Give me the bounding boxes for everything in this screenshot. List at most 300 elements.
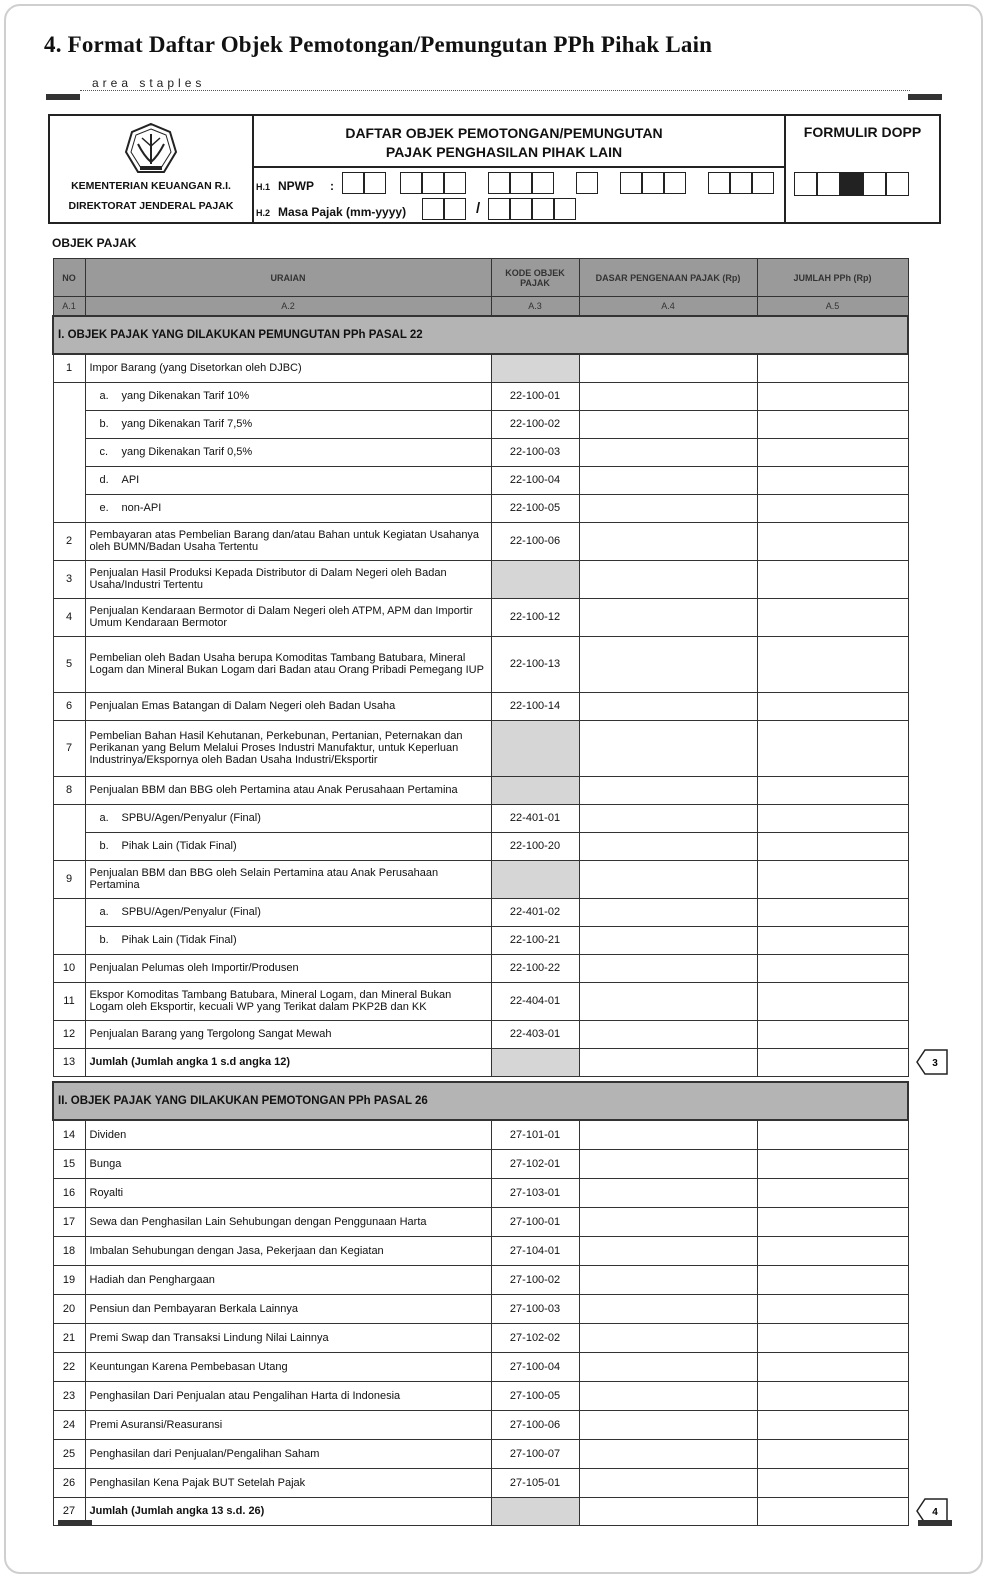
table-row	[53, 1178, 908, 1207]
sub-item-text: SPBU/Agen/Penyalur (Final)	[121, 812, 261, 824]
jumlah-pph-field[interactable]	[757, 560, 908, 598]
form-code: FORMULIR DOPP	[803, 124, 922, 140]
dasar-pengenaan-field[interactable]	[579, 410, 757, 438]
row-description: Sewa dan Penghasilan Lain Sehubungan dengan Penggunaan Harta	[85, 1207, 491, 1236]
row-number: 25	[53, 1439, 85, 1468]
dasar-pengenaan-field[interactable]	[579, 1352, 757, 1381]
row-description	[85, 926, 491, 954]
svg-text:3: 3	[932, 1058, 938, 1069]
kode-objek-pajak: 22-100-03	[491, 438, 579, 466]
kode-objek-pajak: 27-101-01	[491, 1120, 579, 1149]
row-description: Penghasilan Dari Penjualan atau Pengalihan Harta di Indonesia	[85, 1381, 491, 1410]
row-description: Pembelian oleh Badan Usaha berupa Komoditas Tambang Batubara, Mineral Logam dan Mineral Bukan Logam dari Badan atau Orang Pribadi Pemegang IUP	[85, 636, 491, 692]
row-number: 5	[53, 636, 85, 692]
registration-mark	[908, 94, 942, 100]
svg-text:4: 4	[932, 1507, 938, 1518]
row-number: 24	[53, 1410, 85, 1439]
sub-item-letter: a.	[99, 906, 109, 918]
table-row	[53, 598, 908, 636]
jumlah-pph-field[interactable]	[757, 354, 908, 382]
table-row	[53, 1439, 908, 1468]
row-description: Penjualan BBM dan BBG oleh Selain Pertamina atau Anak Perusahaan Pertamina	[85, 860, 491, 898]
dopp-page-box	[817, 172, 840, 196]
jumlah-pph-field[interactable]	[757, 598, 908, 636]
dasar-pengenaan-field[interactable]	[579, 1020, 757, 1048]
kode-objek-pajak	[491, 776, 579, 804]
table-row	[53, 1149, 908, 1178]
dasar-pengenaan-field[interactable]	[579, 954, 757, 982]
row-number	[53, 898, 85, 926]
jumlah-pph-field[interactable]	[757, 1294, 908, 1323]
jumlah-pph-field[interactable]	[757, 1207, 908, 1236]
jumlah-pph-field[interactable]	[757, 804, 908, 832]
masa-year-box-2[interactable]	[510, 198, 532, 220]
row-number	[53, 438, 85, 466]
kode-objek-pajak: 22-403-01	[491, 1020, 579, 1048]
kode-objek-pajak: 22-100-13	[491, 636, 579, 692]
jumlah-pph-field[interactable]	[757, 1439, 908, 1468]
row-description: Penjualan BBM dan BBG oleh Pertamina atau Anak Perusahaan Pertamina	[85, 776, 491, 804]
sub-item-letter: b.	[99, 840, 109, 852]
row-number: 20	[53, 1294, 85, 1323]
table-row	[53, 1120, 908, 1149]
row-description: Dividen	[85, 1120, 491, 1149]
table-row	[53, 982, 908, 1020]
row-description: Jumlah (Jumlah angka 1 s.d angka 12)	[85, 1048, 491, 1076]
row-number: 7	[53, 720, 85, 776]
sub-item-text: yang Dikenakan Tarif 0,5%	[121, 446, 253, 458]
section-header-row	[53, 316, 908, 354]
npwp-digit-box[interactable]	[422, 172, 444, 194]
row-number: 14	[53, 1120, 85, 1149]
dasar-pengenaan-field[interactable]	[579, 466, 757, 494]
masa-year-box-1[interactable]	[488, 198, 510, 220]
jumlah-pph-field[interactable]	[757, 1149, 908, 1178]
table-row	[53, 494, 908, 522]
jumlah-pph-field[interactable]	[757, 1497, 908, 1525]
sub-item-letter: b.	[99, 418, 109, 430]
dasar-pengenaan-field[interactable]	[579, 898, 757, 926]
dasar-pengenaan-field[interactable]	[579, 804, 757, 832]
npwp-label: NPWP	[278, 179, 314, 193]
pointer-marker-3	[916, 1049, 948, 1075]
masa-month-box-2[interactable]	[444, 198, 466, 220]
row-number: 3	[53, 560, 85, 598]
table-row	[53, 560, 908, 598]
jumlah-pph-field[interactable]	[757, 720, 908, 776]
sub-item-text: Pihak Lain (Tidak Final)	[121, 934, 237, 946]
row-number	[53, 382, 85, 410]
table-row	[53, 692, 908, 720]
form-header	[48, 114, 941, 224]
row-number: 9	[53, 860, 85, 898]
npwp-digit-box[interactable]	[400, 172, 422, 194]
kode-objek-pajak	[491, 1497, 579, 1525]
npwp-digit-box[interactable]	[664, 172, 686, 194]
row-description: Royalti	[85, 1178, 491, 1207]
kode-objek-pajak	[491, 860, 579, 898]
row-description: Imbalan Sehubungan dengan Jasa, Pekerjaan dan Kegiatan	[85, 1236, 491, 1265]
sub-item-text: non-API	[121, 502, 162, 514]
dasar-pengenaan-field[interactable]	[579, 382, 757, 410]
h2-number: H.2	[256, 208, 271, 218]
kode-objek-pajak: 22-401-01	[491, 804, 579, 832]
kode-objek-pajak: 22-404-01	[491, 982, 579, 1020]
row-description	[85, 438, 491, 466]
row-description: Penghasilan dari Penjualan/Pengalihan Saham	[85, 1439, 491, 1468]
row-number: 2	[53, 522, 85, 560]
row-number	[53, 410, 85, 438]
table-row	[53, 1352, 908, 1381]
row-number: 15	[53, 1149, 85, 1178]
col-header-dasar: DASAR PENGENAAN PAJAK (Rp)	[579, 259, 757, 297]
row-number: 10	[53, 954, 85, 982]
kode-objek-pajak: 22-100-21	[491, 926, 579, 954]
dasar-pengenaan-field[interactable]	[579, 1294, 757, 1323]
col-header-kode: KODE OBJEK PAJAK	[491, 259, 579, 297]
col-code: A.1	[53, 297, 85, 317]
sub-item-letter: d.	[99, 474, 109, 486]
kode-objek-pajak: 22-100-01	[491, 382, 579, 410]
jumlah-pph-field[interactable]	[757, 832, 908, 860]
row-number: 11	[53, 982, 85, 1020]
table-row	[53, 1294, 908, 1323]
kode-objek-pajak: 27-100-07	[491, 1439, 579, 1468]
dasar-pengenaan-field[interactable]	[579, 1048, 757, 1076]
registration-mark	[918, 1520, 952, 1526]
masa-year-box-4[interactable]	[554, 198, 576, 220]
staples-label: area staples	[92, 76, 206, 90]
table-row	[53, 720, 908, 776]
col-code: A.2	[85, 297, 491, 317]
row-description: Premi Swap dan Transaksi Lindung Nilai Lainnya	[85, 1323, 491, 1352]
dasar-pengenaan-field[interactable]	[579, 1439, 757, 1468]
kode-objek-pajak: 27-100-04	[491, 1352, 579, 1381]
dasar-pengenaan-field[interactable]	[579, 438, 757, 466]
sub-item-text: yang Dikenakan Tarif 10%	[121, 390, 250, 402]
objek-pajak-table	[52, 258, 909, 1526]
row-description: Penjualan Kendaraan Bermotor di Dalam Negeri oleh ATPM, APM dan Importir Umum Kendaraan Bermotor	[85, 598, 491, 636]
jumlah-pph-field[interactable]	[757, 1352, 908, 1381]
npwp-digit-box[interactable]	[752, 172, 774, 194]
jumlah-pph-field[interactable]	[757, 410, 908, 438]
dasar-pengenaan-field[interactable]	[579, 692, 757, 720]
kode-objek-pajak: 22-100-02	[491, 410, 579, 438]
sub-item-text: yang Dikenakan Tarif 7,5%	[121, 418, 253, 430]
row-number: 17	[53, 1207, 85, 1236]
jumlah-pph-field[interactable]	[757, 522, 908, 560]
jumlah-pph-field[interactable]	[757, 1236, 908, 1265]
row-number	[53, 926, 85, 954]
dopp-page-box	[840, 172, 863, 196]
dasar-pengenaan-field[interactable]	[579, 1323, 757, 1352]
table-row	[53, 954, 908, 982]
jumlah-pph-field[interactable]	[757, 1265, 908, 1294]
kode-objek-pajak: 22-100-06	[491, 522, 579, 560]
dasar-pengenaan-field[interactable]	[579, 720, 757, 776]
kode-objek-pajak	[491, 720, 579, 776]
jumlah-pph-field[interactable]	[757, 466, 908, 494]
row-description: Premi Asuransi/Reasuransi	[85, 1410, 491, 1439]
ministry-emblem-icon	[120, 122, 182, 178]
row-description: Penjualan Barang yang Tergolong Sangat Mewah	[85, 1020, 491, 1048]
dasar-pengenaan-field[interactable]	[579, 1381, 757, 1410]
row-number	[53, 804, 85, 832]
table-row	[53, 1323, 908, 1352]
masa-slash: /	[476, 200, 481, 217]
row-number: 16	[53, 1178, 85, 1207]
kode-objek-pajak: 27-100-01	[491, 1207, 579, 1236]
kode-objek-pajak	[491, 560, 579, 598]
dopp-page-box	[863, 172, 886, 196]
row-number	[53, 832, 85, 860]
section-title: II. OBJEK PAJAK YANG DILAKUKAN PEMOTONGAN PPh PASAL 26	[53, 1082, 908, 1120]
kode-objek-pajak: 27-105-01	[491, 1468, 579, 1497]
kode-objek-pajak: 27-103-01	[491, 1178, 579, 1207]
sub-item-text: SPBU/Agen/Penyalur (Final)	[121, 906, 261, 918]
form-title: DAFTAR OBJEK PEMOTONGAN/PEMUNGUTAN PAJAK PENGHASILAN PIHAK LAIN	[345, 125, 663, 160]
row-number: 18	[53, 1236, 85, 1265]
row-description: Penjualan Hasil Produksi Kepada Distributor di Dalam Negeri oleh Badan Usaha/Industri Tertentu	[85, 560, 491, 598]
kode-objek-pajak: 22-100-05	[491, 494, 579, 522]
row-number: 22	[53, 1352, 85, 1381]
jumlah-pph-field[interactable]	[757, 1048, 908, 1076]
dasar-pengenaan-field[interactable]	[579, 776, 757, 804]
jumlah-pph-field[interactable]	[757, 954, 908, 982]
dasar-pengenaan-field[interactable]	[579, 1236, 757, 1265]
npwp-digit-box[interactable]	[444, 172, 466, 194]
jumlah-pph-field[interactable]	[757, 1410, 908, 1439]
table-row	[53, 410, 908, 438]
dasar-pengenaan-field[interactable]	[579, 636, 757, 692]
kode-objek-pajak: 27-100-03	[491, 1294, 579, 1323]
section-header-row	[53, 1082, 908, 1120]
col-code: A.3	[491, 297, 579, 317]
jumlah-pph-field[interactable]	[757, 382, 908, 410]
kode-objek-pajak: 27-100-02	[491, 1265, 579, 1294]
jumlah-pph-field[interactable]	[757, 1381, 908, 1410]
jumlah-pph-field[interactable]	[757, 776, 908, 804]
jumlah-pph-field[interactable]	[757, 1120, 908, 1149]
jumlah-pph-field[interactable]	[757, 636, 908, 692]
jumlah-pph-field[interactable]	[757, 1468, 908, 1497]
npwp-colon: :	[330, 179, 334, 193]
kode-objek-pajak: 22-100-20	[491, 832, 579, 860]
directorate-name: DIREKTORAT JENDERAL PAJAK	[68, 200, 234, 212]
dasar-pengenaan-field[interactable]	[579, 494, 757, 522]
dasar-pengenaan-field[interactable]	[579, 1497, 757, 1525]
jumlah-pph-field[interactable]	[757, 982, 908, 1020]
dopp-page-box	[886, 172, 909, 196]
jumlah-pph-field[interactable]	[757, 438, 908, 466]
dasar-pengenaan-field[interactable]	[579, 1207, 757, 1236]
kode-objek-pajak: 27-100-06	[491, 1410, 579, 1439]
table-row	[53, 1236, 908, 1265]
npwp-digit-box[interactable]	[364, 172, 386, 194]
row-number: 19	[53, 1265, 85, 1294]
agency-cell	[50, 116, 254, 222]
masa-pajak-label: Masa Pajak (mm-yyyy)	[278, 205, 407, 219]
table-row	[53, 898, 908, 926]
masa-year-box-3[interactable]	[532, 198, 554, 220]
row-number: 26	[53, 1468, 85, 1497]
row-description: Pembelian Bahan Hasil Kehutanan, Perkebunan, Pertanian, Peternakan dan Perikanan yang Belum Melalui Proses Industri Manufaktur, untuk Keperluan Industrinya/Ekspornya oleh Badan Usaha Industri/Eksportir	[85, 720, 491, 776]
npwp-digit-box[interactable]	[510, 172, 532, 194]
dasar-pengenaan-field[interactable]	[579, 1468, 757, 1497]
row-description	[85, 898, 491, 926]
sub-item-text: Pihak Lain (Tidak Final)	[121, 840, 237, 852]
row-description: Keuntungan Karena Pembebasan Utang	[85, 1352, 491, 1381]
ministry-name: KEMENTERIAN KEUANGAN R.I.	[71, 180, 231, 192]
jumlah-pph-field[interactable]	[757, 1020, 908, 1048]
jumlah-pph-field[interactable]	[757, 692, 908, 720]
table-row	[53, 1207, 908, 1236]
row-number	[53, 466, 85, 494]
dasar-pengenaan-field[interactable]	[579, 1410, 757, 1439]
row-description	[85, 466, 491, 494]
page-title: 4. Format Daftar Objek Pemotongan/Pemungutan PPh Pihak Lain	[44, 32, 713, 57]
kode-objek-pajak: 22-100-22	[491, 954, 579, 982]
sub-item-letter: a.	[99, 812, 109, 824]
npwp-digit-box[interactable]	[708, 172, 730, 194]
table-row	[53, 1265, 908, 1294]
npwp-digit-box[interactable]	[488, 172, 510, 194]
row-description: Jumlah (Jumlah angka 13 s.d. 26)	[85, 1497, 491, 1525]
npwp-digit-box[interactable]	[342, 172, 364, 194]
sub-item-letter: e.	[99, 502, 109, 514]
row-number: 6	[53, 692, 85, 720]
table-row	[53, 804, 908, 832]
row-description: Penjualan Pelumas oleh Importir/Produsen	[85, 954, 491, 982]
row-description: Penghasilan Kena Pajak BUT Setelah Pajak	[85, 1468, 491, 1497]
table-code-row	[53, 297, 908, 317]
row-description: Impor Barang (yang Disetorkan oleh DJBC)	[85, 354, 491, 382]
table-row	[53, 1048, 908, 1076]
row-number: 1	[53, 354, 85, 382]
jumlah-pph-field[interactable]	[757, 1323, 908, 1352]
row-number: 27	[53, 1497, 85, 1525]
row-number	[53, 494, 85, 522]
table-row	[53, 438, 908, 466]
dasar-pengenaan-field[interactable]	[579, 832, 757, 860]
kode-objek-pajak: 27-100-05	[491, 1381, 579, 1410]
col-code: A.5	[757, 297, 908, 317]
dasar-pengenaan-field[interactable]	[579, 1120, 757, 1149]
section-title: I. OBJEK PAJAK YANG DILAKUKAN PEMUNGUTAN PPh PASAL 22	[53, 316, 908, 354]
form-info-cell	[254, 116, 786, 222]
registration-mark	[46, 94, 80, 100]
kode-objek-pajak: 22-100-12	[491, 598, 579, 636]
dasar-pengenaan-field[interactable]	[579, 522, 757, 560]
dasar-pengenaan-field[interactable]	[579, 1149, 757, 1178]
row-description: Penjualan Emas Batangan di Dalam Negeri oleh Badan Usaha	[85, 692, 491, 720]
row-description: Bunga	[85, 1149, 491, 1178]
row-number: 23	[53, 1381, 85, 1410]
row-description	[85, 804, 491, 832]
kode-objek-pajak	[491, 1048, 579, 1076]
masa-month-box-1[interactable]	[422, 198, 444, 220]
jumlah-pph-field[interactable]	[757, 926, 908, 954]
dasar-pengenaan-field[interactable]	[579, 926, 757, 954]
dasar-pengenaan-field[interactable]	[579, 982, 757, 1020]
table-row	[53, 1020, 908, 1048]
table-row	[53, 860, 908, 898]
col-header-no: NO	[53, 259, 85, 297]
sub-item-letter: c.	[99, 446, 109, 458]
npwp-digit-box[interactable]	[730, 172, 752, 194]
row-description: Hadiah dan Penghargaan	[85, 1265, 491, 1294]
sub-item-letter: a.	[99, 390, 109, 402]
kode-objek-pajak	[491, 354, 579, 382]
jumlah-pph-field[interactable]	[757, 860, 908, 898]
npwp-digit-box[interactable]	[532, 172, 554, 194]
dasar-pengenaan-field[interactable]	[579, 354, 757, 382]
kode-objek-pajak: 22-100-04	[491, 466, 579, 494]
kode-objek-pajak: 27-102-02	[491, 1323, 579, 1352]
jumlah-pph-field[interactable]	[757, 898, 908, 926]
registration-mark	[58, 1520, 92, 1526]
dasar-pengenaan-field[interactable]	[579, 598, 757, 636]
jumlah-pph-field[interactable]	[757, 1178, 908, 1207]
row-number: 13	[53, 1048, 85, 1076]
col-header-jumlah: JUMLAH PPh (Rp)	[757, 259, 908, 297]
staples-line	[80, 90, 910, 91]
table-row	[53, 522, 908, 560]
row-number: 8	[53, 776, 85, 804]
table-row	[53, 1410, 908, 1439]
section-label: OBJEK PAJAK	[52, 236, 137, 250]
kode-objek-pajak: 27-104-01	[491, 1236, 579, 1265]
table-row	[53, 466, 908, 494]
row-description: Pensiun dan Pembayaran Berkala Lainnya	[85, 1294, 491, 1323]
dasar-pengenaan-field[interactable]	[579, 1265, 757, 1294]
npwp-digit-box[interactable]	[642, 172, 664, 194]
jumlah-pph-field[interactable]	[757, 494, 908, 522]
sub-item-text: API	[121, 474, 140, 486]
npwp-digit-box[interactable]	[620, 172, 642, 194]
row-number: 12	[53, 1020, 85, 1048]
sub-item-letter: b.	[99, 934, 109, 946]
kode-objek-pajak: 22-401-02	[491, 898, 579, 926]
kode-objek-pajak: 22-100-14	[491, 692, 579, 720]
table-row	[53, 354, 908, 382]
row-description	[85, 494, 491, 522]
row-description	[85, 410, 491, 438]
table-row	[53, 1468, 908, 1497]
table-header-row	[53, 259, 908, 297]
row-number: 4	[53, 598, 85, 636]
table-row	[53, 776, 908, 804]
dasar-pengenaan-field[interactable]	[579, 1178, 757, 1207]
table-row	[53, 832, 908, 860]
dopp-page-box	[794, 172, 817, 196]
table-row	[53, 382, 908, 410]
table-row	[53, 1497, 908, 1525]
h1-number: H.1	[256, 182, 271, 192]
row-description: Ekspor Komoditas Tambang Batubara, Mineral Logam, dan Mineral Bukan Logam oleh Eksportir, kecuali WP yang Terikat dalam PKP2B dan KK	[85, 982, 491, 1020]
divider	[254, 166, 784, 168]
form-code-cell	[786, 116, 939, 222]
npwp-digit-box[interactable]	[576, 172, 598, 194]
table-row	[53, 636, 908, 692]
row-description	[85, 832, 491, 860]
dasar-pengenaan-field[interactable]	[579, 560, 757, 598]
dasar-pengenaan-field[interactable]	[579, 860, 757, 898]
row-description	[85, 382, 491, 410]
kode-objek-pajak: 27-102-01	[491, 1149, 579, 1178]
col-header-uraian: URAIAN	[85, 259, 491, 297]
row-description: Pembayaran atas Pembelian Barang dan/atau Bahan untuk Kegiatan Usahanya oleh BUMN/Badan Usaha Tertentu	[85, 522, 491, 560]
